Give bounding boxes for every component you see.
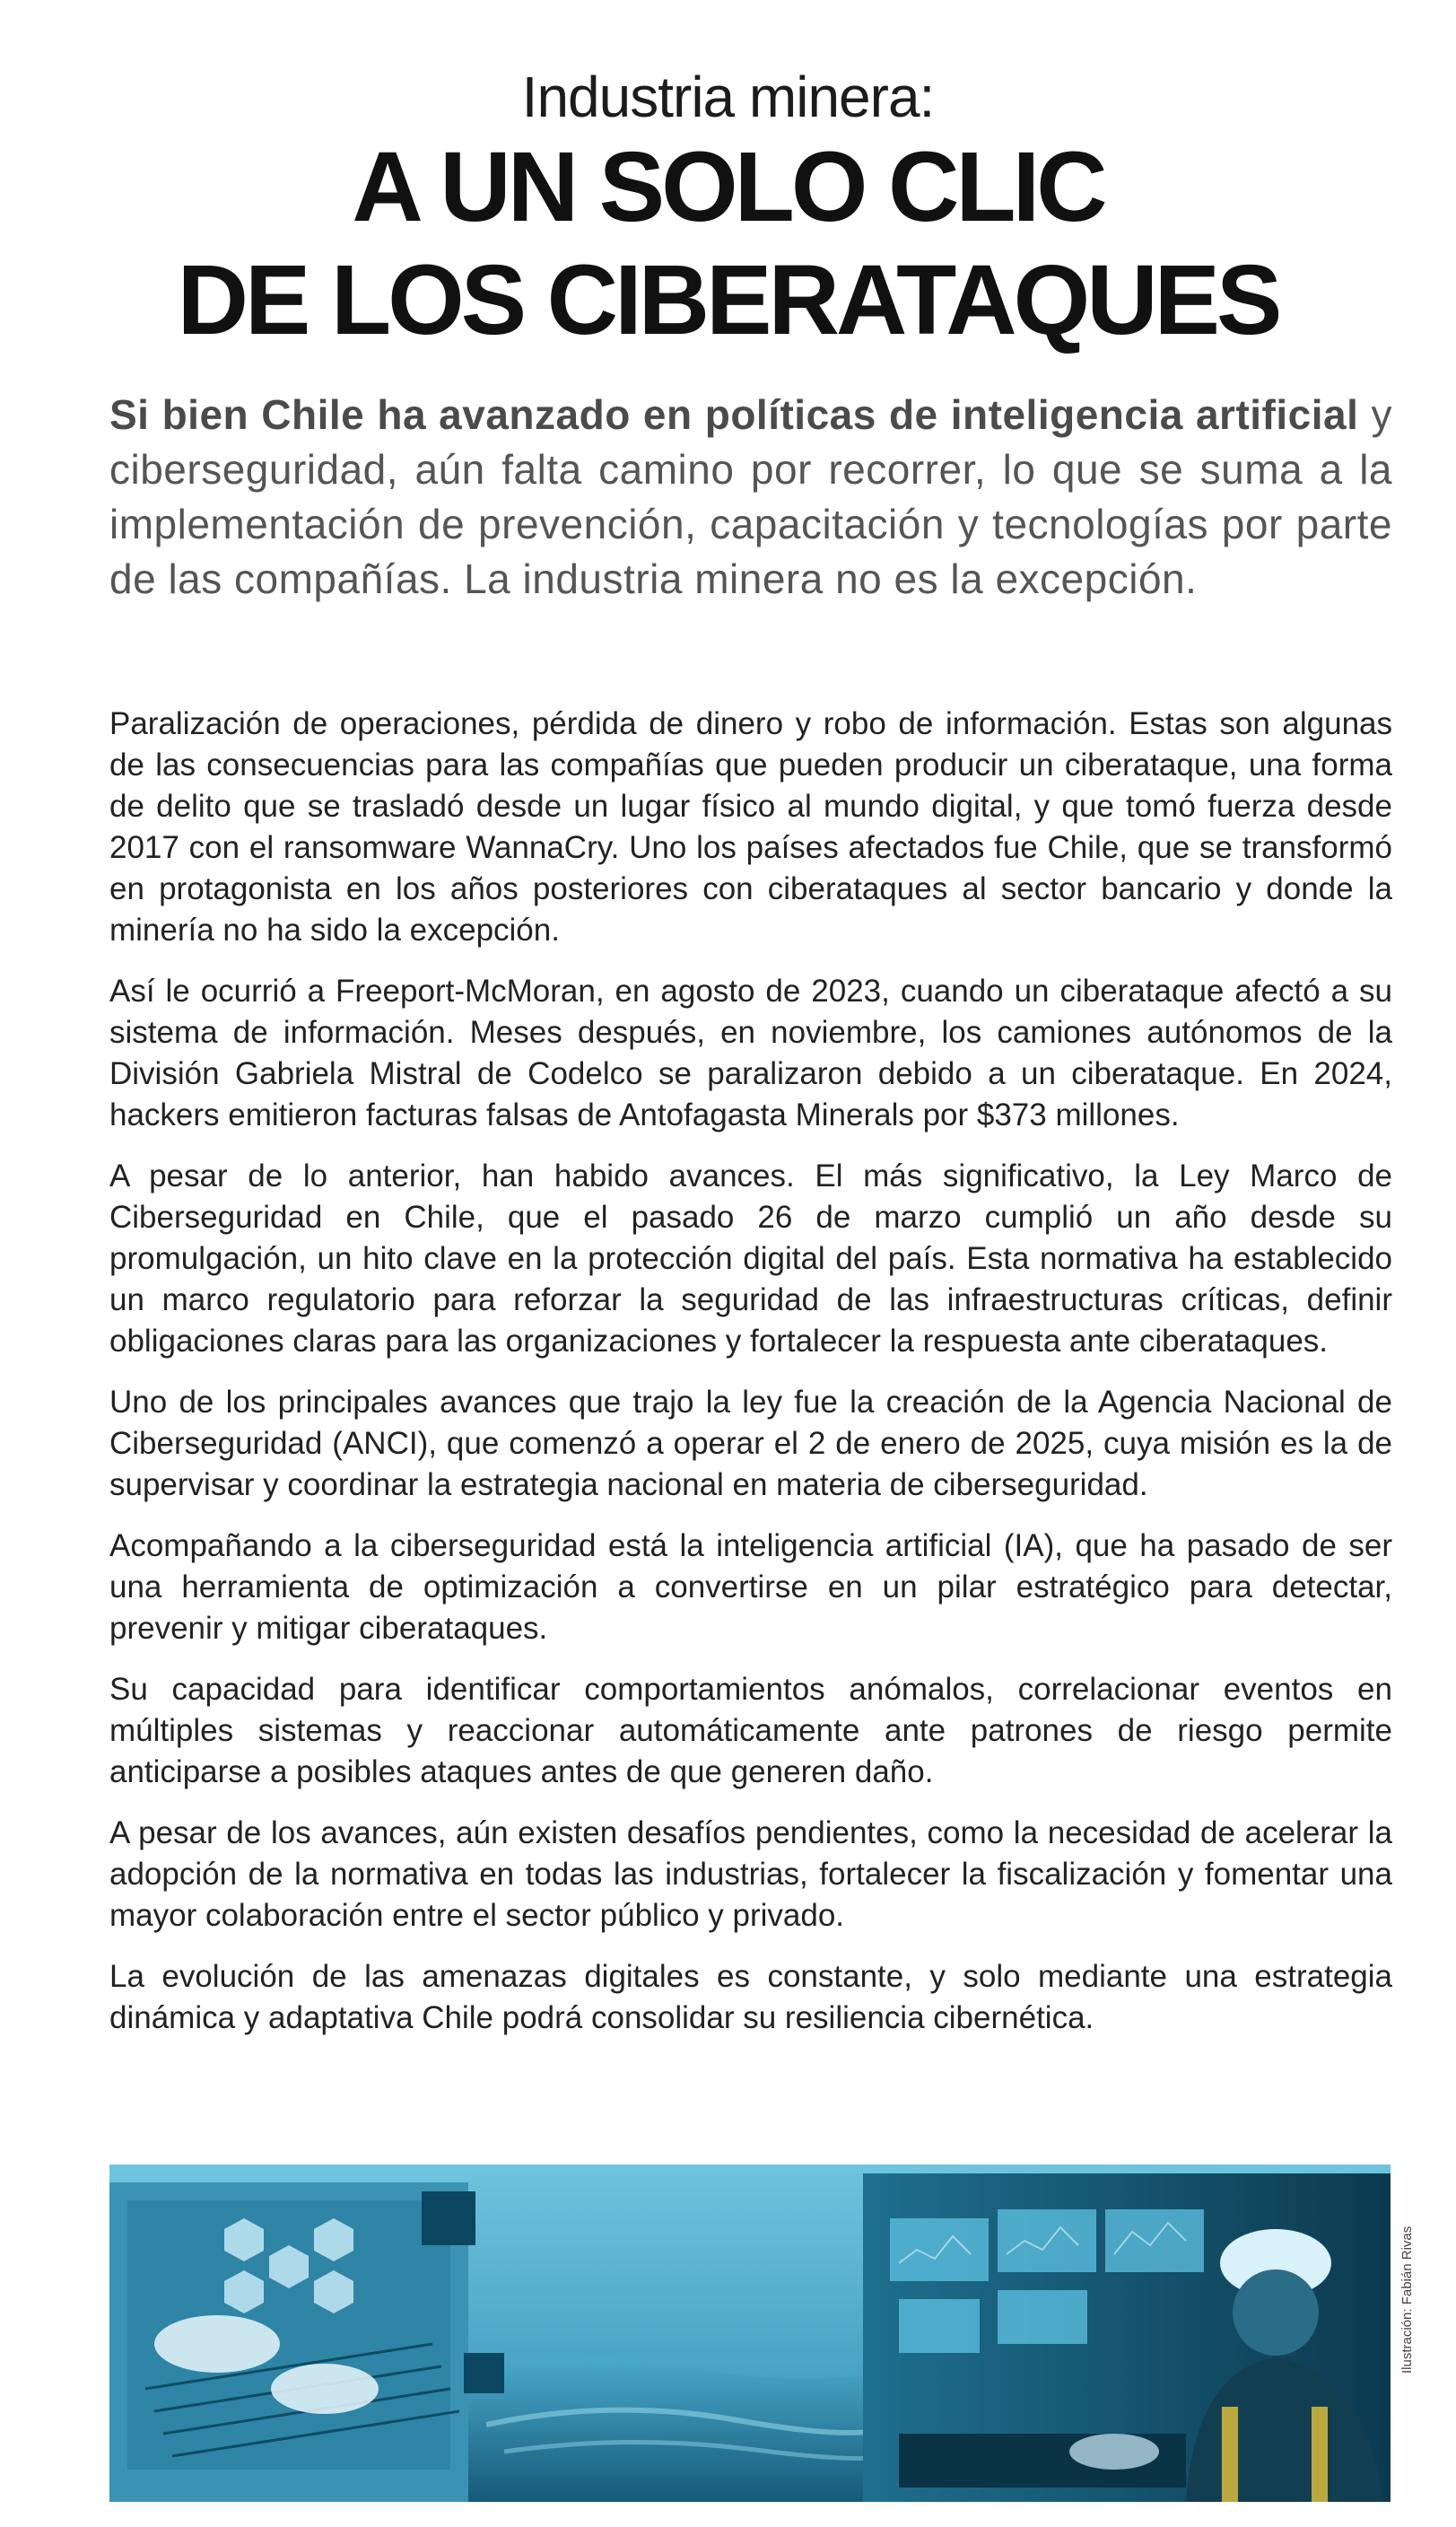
lead-bold: Si bien Chile ha avanzado en políticas de inteligencia artificial (109, 391, 1359, 438)
article-kicker: Industria minera: (521, 65, 935, 129)
body-paragraph: A pesar de lo anterior, han habido avances. El más significativo, la Ley Marco de Ciberseguridad en Chile, que el pasado 26 de marzo cumplió un año desde su promulgación, un hito clave en la protección digital del país. Esta normativa ha establecido un marco regulatorio para reforzar la seguridad de las infraestructuras críticas, definir obligaciones claras para las organizaciones y fortalecer la respuesta ante ciberataques. (109, 1159, 1392, 1359)
body-paragraph: Uno de los principales avances que trajo la ley fue la creación de la Agencia Nacional de Ciberseguridad (ANCI), que comenzó a operar el 2 de enero de 2025, cuya misión es la de supervisar y coordinar la estrategia nacional en materia de ciberseguridad. (109, 1385, 1392, 1502)
cyber-mining-collage-image (109, 2164, 1391, 2502)
body-paragraph: Su capacidad para identificar comportamientos anómalos, correlacionar eventos en múltiples sistemas y reaccionar automáticamente ante patrones de riesgo permite anticiparse a posibles ataques antes de que generen daño. (109, 1672, 1392, 1789)
article-body (109, 704, 1392, 2059)
lead-rest: y ciberseguridad, aún falta camino por recorrer, lo que se suma a la implementación de prevención, capacitación y tecnologías por parte de las compañías. La industria minera no es la excepción. (109, 391, 1393, 602)
article-lead (109, 388, 1392, 607)
headline-line-1: A UN SOLO CLIC (352, 132, 1104, 242)
article-header (0, 63, 1456, 357)
body-paragraph: Acompañando a la ciberseguridad está la inteligencia artificial (IA), que ha pasado de ser una herramienta de optimización a convertirse en un pilar estratégico para detectar, prevenir y mitigar ciberataques. (109, 1528, 1392, 1646)
headline-line-2: DE LOS CIBERATAQUES (177, 245, 1279, 355)
body-paragraph: A pesar de los avances, aún existen desafíos pendientes, como la necesidad de acelerar la adopción de la normativa en todas las industrias, fortalecer la fiscalización y fomentar una mayor colaboración entre el sector público y privado. (109, 1815, 1392, 1933)
illustration-credit: Ilustración: Fabián Rivas (1399, 2225, 1415, 2374)
body-paragraph: La evolución de las amenazas digitales es constante, y solo mediante una estrategia dinámica y adaptativa Chile podrá consolidar su resiliencia cibernética. (109, 1959, 1392, 2035)
body-paragraph: Así le ocurrió a Freeport-McMoran, en agosto de 2023, cuando un ciberataque afectó a su sistema de información. Meses después, en noviembre, los camiones autónomos de la División Gabriela Mistral de Codelco se paralizaron debido a un ciberataque. En 2024, hackers emitieron facturas falsas de Antofagasta Minerals por $373 millones. (109, 974, 1392, 1132)
body-paragraph: Paralización de operaciones, pérdida de dinero y robo de información. Estas son algunas de las consecuencias para las compañías que pueden producir un ciberataque, una forma de delito que se trasladó desde un lugar físico al mundo digital, y que tomó fuerza desde 2017 con el ransomware WannaCry. Uno los países afectados fue Chile, que se transformó en protagonista en los años posteriores con ciberataques al sector bancario y donde la minería no ha sido la excepción. (109, 706, 1392, 948)
article-illustration (109, 2164, 1391, 2502)
